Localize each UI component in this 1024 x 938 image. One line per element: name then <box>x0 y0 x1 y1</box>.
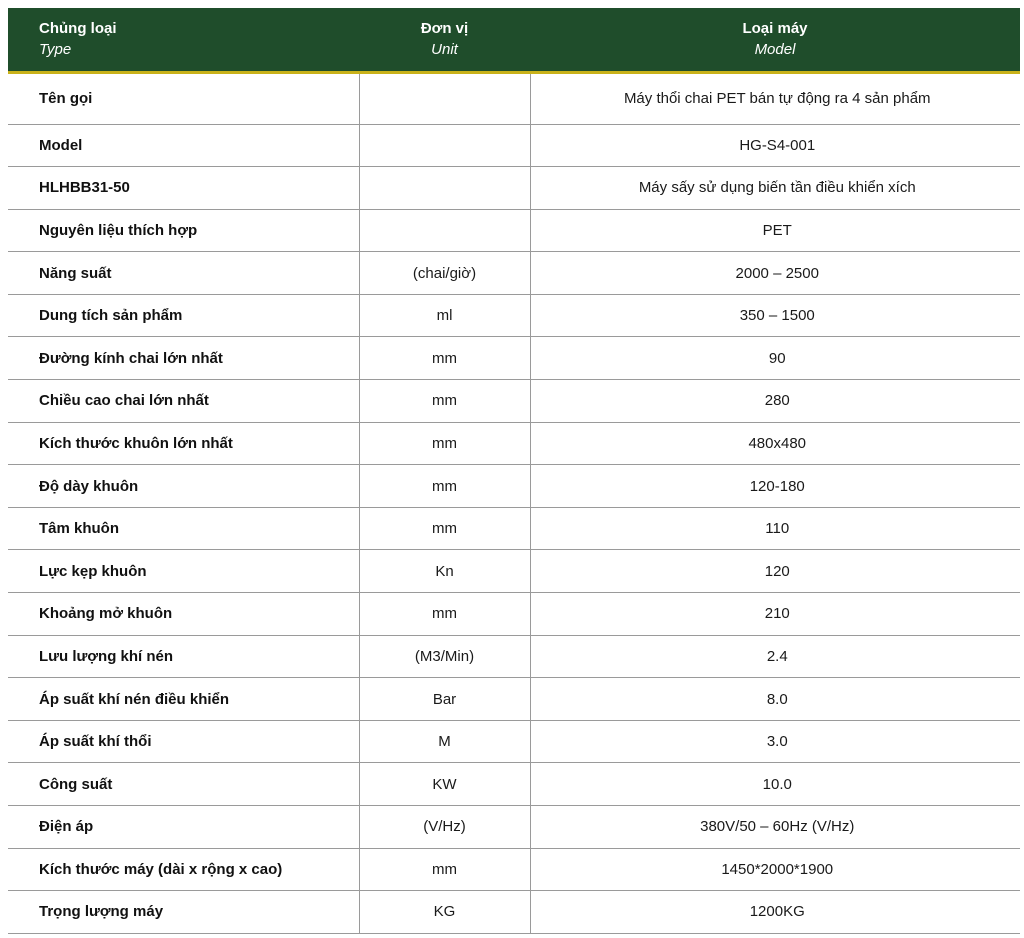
cell-type: Nguyên liệu thích hợp <box>8 209 359 252</box>
cell-unit: mm <box>359 507 530 550</box>
cell-model: 110 <box>530 507 1020 550</box>
cell-unit: mm <box>359 593 530 636</box>
cell-type: Đường kính chai lớn nhất <box>8 337 359 380</box>
header-unit-sub: Unit <box>431 41 458 59</box>
cell-type: Model <box>8 124 359 167</box>
cell-type: Khoảng mở khuôn <box>8 593 359 636</box>
cell-unit <box>359 72 530 124</box>
cell-model: 8.0 <box>530 678 1020 721</box>
cell-unit: mm <box>359 465 530 508</box>
table-row <box>8 380 1020 423</box>
cell-type: Áp suất khí nén điều khiển <box>8 678 359 721</box>
table-body <box>8 72 1020 933</box>
cell-unit: (M3/Min) <box>359 635 530 678</box>
cell-unit <box>359 124 530 167</box>
table-row <box>8 593 1020 636</box>
table-row <box>8 635 1020 678</box>
cell-type: Công suất <box>8 763 359 806</box>
table-row <box>8 806 1020 849</box>
cell-model: HG-S4-001 <box>530 124 1020 167</box>
cell-type: Lực kẹp khuôn <box>8 550 359 593</box>
cell-type: Lưu lượng khí nén <box>8 635 359 678</box>
cell-type: Độ dày khuôn <box>8 465 359 508</box>
cell-model: 1450*2000*1900 <box>530 848 1020 891</box>
cell-model: 210 <box>530 593 1020 636</box>
cell-unit: mm <box>359 337 530 380</box>
table-row <box>8 550 1020 593</box>
cell-model: 380V/50 – 60Hz (V/Hz) <box>530 806 1020 849</box>
cell-model: 280 <box>530 380 1020 423</box>
cell-type: Tâm khuôn <box>8 507 359 550</box>
cell-unit: KW <box>359 763 530 806</box>
cell-unit: ml <box>359 294 530 337</box>
cell-type: Dung tích sản phẩm <box>8 294 359 337</box>
cell-unit: mm <box>359 380 530 423</box>
table-row <box>8 507 1020 550</box>
table-row <box>8 252 1020 295</box>
cell-unit: mm <box>359 422 530 465</box>
table-row <box>8 422 1020 465</box>
cell-unit: M <box>359 720 530 763</box>
cell-model: 480x480 <box>530 422 1020 465</box>
cell-unit: (V/Hz) <box>359 806 530 849</box>
table-row <box>8 167 1020 210</box>
header-model-sub: Model <box>754 41 796 59</box>
cell-model: Máy sấy sử dụng biến tần điều khiển xích <box>530 167 1020 210</box>
header-type-label: Chủng loại <box>39 20 117 38</box>
table-row <box>8 72 1020 124</box>
cell-model: 2000 – 2500 <box>530 252 1020 295</box>
table-row <box>8 848 1020 891</box>
cell-model: 2.4 <box>530 635 1020 678</box>
cell-unit: mm <box>359 848 530 891</box>
cell-model: 90 <box>530 337 1020 380</box>
cell-model: 120 <box>530 550 1020 593</box>
table-row <box>8 124 1020 167</box>
header-unit-label: Đơn vị <box>420 20 469 38</box>
cell-type: Kích thước máy (dài x rộng x cao) <box>8 848 359 891</box>
table-header <box>8 8 1020 72</box>
table-row <box>8 678 1020 721</box>
header-model-label: Loại máy <box>742 20 808 38</box>
cell-type: Áp suất khí thổi <box>8 720 359 763</box>
header-model <box>530 8 1020 72</box>
cell-type: Chiều cao chai lớn nhất <box>8 380 359 423</box>
table-row <box>8 294 1020 337</box>
cell-unit: Kn <box>359 550 530 593</box>
cell-model: Máy thổi chai PET bán tự động ra 4 sản phẩm <box>530 72 1020 124</box>
header-type-sub: Type <box>39 41 72 59</box>
table-row <box>8 337 1020 380</box>
cell-model: 10.0 <box>530 763 1020 806</box>
cell-unit: Bar <box>359 678 530 721</box>
cell-unit <box>359 167 530 210</box>
cell-model: 350 – 1500 <box>530 294 1020 337</box>
cell-type: Kích thước khuôn lớn nhất <box>8 422 359 465</box>
cell-type: HLHBB31-50 <box>8 167 359 210</box>
cell-type: Trọng lượng máy <box>8 891 359 934</box>
cell-type: Năng suất <box>8 252 359 295</box>
table-row <box>8 209 1020 252</box>
cell-model: 120-180 <box>530 465 1020 508</box>
cell-type: Tên gọi <box>8 72 359 124</box>
header-unit <box>359 8 530 72</box>
cell-unit <box>359 209 530 252</box>
header-row <box>8 8 1020 72</box>
table-row <box>8 891 1020 934</box>
spec-table <box>8 8 1020 934</box>
cell-unit: KG <box>359 891 530 934</box>
table-row <box>8 720 1020 763</box>
header-type <box>8 8 359 72</box>
table-row <box>8 763 1020 806</box>
cell-unit: (chai/giờ) <box>359 252 530 295</box>
table-row <box>8 465 1020 508</box>
cell-model: 1200KG <box>530 891 1020 934</box>
cell-model: PET <box>530 209 1020 252</box>
cell-type: Điện áp <box>8 806 359 849</box>
cell-model: 3.0 <box>530 720 1020 763</box>
